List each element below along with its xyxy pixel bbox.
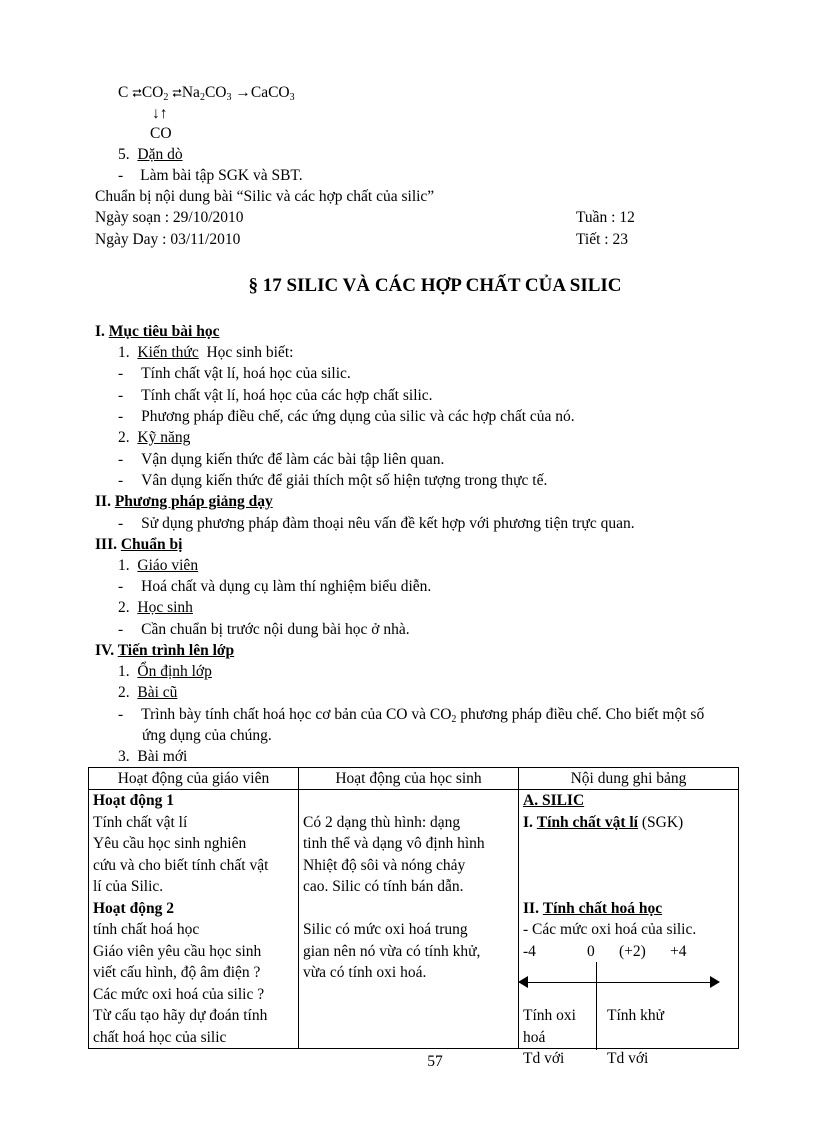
reducing-label: Tính khử Td với (607, 1007, 665, 1067)
conversion-arrow-icon: ⮂ (132, 86, 142, 100)
table-header-row (89, 768, 739, 790)
header-board: Nội dung ghi bảng (519, 768, 739, 790)
oxidation-axis (524, 982, 712, 983)
level: 0 (587, 942, 595, 960)
lesson-title: § 17 SILIC VÀ CÁC HỢP CHẤT CỦA SILIC (248, 275, 622, 296)
old-lesson-item: - Trình bày tính chất hoá học cơ bản của CO và $CO_2$ phương pháp điều chế. Cho biết một số (118, 706, 705, 725)
board-a-silic: A. SILIC (523, 792, 585, 809)
level: -4 (523, 942, 536, 960)
homework-item: - Làm bài tập SGK và SBT. (118, 167, 303, 184)
axis-divider (596, 962, 597, 1050)
axis-arrow-right-icon (710, 976, 720, 988)
table-row (89, 790, 739, 1049)
section-4-heading: IV. Tiến trình lên lớp (95, 642, 235, 659)
method-item: - Sử dụng phương pháp đàm thoại nêu vấn đề kết hợp với phương tiện trực quan. (118, 515, 635, 532)
skills-heading: 2. Kỹ năng (118, 429, 191, 446)
chem-chain-co: CO (150, 125, 172, 142)
page-number: 57 (427, 1053, 443, 1070)
teacher-prep-item: - Hoá chất và dụng cụ làm thí nghiệm biểu diễn. (118, 578, 432, 595)
homework-prepare: Chuẩn bị nội dung bài “Silic và các hợp chất của silic” (95, 188, 435, 205)
activity-1-title: Hoạt động 1 (93, 792, 174, 809)
knowledge-heading: 1. Kiến thức Học sinh biết: (118, 344, 294, 361)
axis-arrow-left-icon (518, 976, 528, 988)
oxidizing-label: Tính oxi hoá Td với (523, 1007, 576, 1067)
section-3-heading: III. Chuẩn bị (95, 536, 183, 553)
period: Tiết : 23 (576, 231, 628, 248)
level: +4 (670, 942, 687, 960)
board-physical: I. Tính chất vật lí (SGK) (523, 813, 684, 831)
teacher-cell: Hoạt động 1 Tính chất vật lí Yêu cầu học sinh nghiên cứu và cho biết tính chất vật lí của Silic. Hoạt động 2 tính chất hoá học Giáo viên yêu cầu học sinh viết cấu hình, độ âm điện ? Các mức oxi hoá của silic ? Từ cấu tạo hãy dự đoán tính chất hoá học của silic (89, 790, 299, 1049)
homework-heading: 5. Dặn dò (118, 146, 183, 163)
teacher-prep-heading: 1. Giáo viên (118, 557, 199, 574)
student-prep-heading: 2. Học sinh (118, 599, 193, 616)
chem-chain-line: C $⮂CO_2$ $⮂Na_2CO_3$ →CaCO$_3$ (118, 84, 295, 103)
section-2-heading: II. Phương pháp giảng dạy (95, 493, 273, 510)
knowledge-item: - Tính chất vật lí, hoá học của các hợp chất silic. (118, 387, 433, 404)
board-cell (519, 790, 739, 1067)
oxidation-levels (523, 941, 734, 963)
old-lesson-heading: 2. Bài cũ (118, 684, 178, 701)
knowledge-item: - Phương pháp điều chế, các ứng dụng của silic và các hợp chất của nó. (118, 408, 575, 425)
skills-item: - Vận dụng kiến thức để làm các bài tập liên quan. (118, 451, 445, 468)
board-levels-line: - Các mức oxi hoá của silic. (523, 921, 697, 938)
student-cell: Có 2 dạng thù hình: dạng tinh thể và dạng vô định hình Nhiệt độ sôi và nóng chảy cao. Silic có tính bán dẫn. Silic có mức oxi hoá trung gian nên nó vừa có tính khử, vừa có tính oxi hoá. (299, 790, 519, 1049)
old-lesson-item-cont: ứng dụng của chúng. (142, 727, 272, 744)
header-student: Hoạt động của học sinh (299, 768, 519, 790)
chem-chain-arrows: ↓↑ (152, 105, 168, 122)
level: (+2) (619, 942, 646, 960)
prep-date: Ngày soạn : 29/10/2010 (95, 209, 244, 226)
skills-item: - Vân dụng kiến thức để giải thích một số hiện tượng trong thực tế. (118, 472, 548, 489)
activity-2-title: Hoạt động 2 (93, 899, 174, 917)
board-chemical: II. Tính chất hoá học (523, 899, 663, 917)
knowledge-item: - Tính chất vật lí, hoá học của silic. (118, 365, 351, 382)
student-prep-item: - Cần chuẩn bị trước nội dung bài học ở nhà. (118, 621, 410, 638)
header-teacher: Hoạt động của giáo viên (89, 768, 299, 790)
section-1-heading: I. Mục tiêu bài học (95, 323, 220, 340)
conversion-arrow-icon: ⮂ (172, 86, 182, 100)
new-lesson-heading: 3. Bài mới (118, 748, 188, 765)
stabilize-heading: 1. Ổn định lớp (118, 663, 212, 680)
week: Tuần : 12 (576, 209, 635, 226)
teach-date: Ngày Day : 03/11/2010 (95, 231, 241, 248)
